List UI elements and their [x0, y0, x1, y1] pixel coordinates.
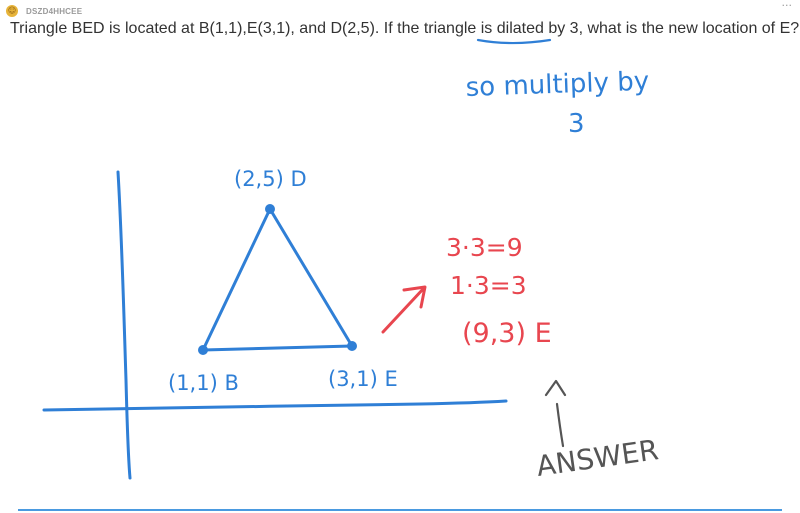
red-arrow-shaft: [383, 288, 424, 332]
vertex-b-point: [198, 345, 208, 355]
answer-label: ANSWER: [534, 433, 661, 483]
label-vertex-b: (1,1) B: [168, 371, 239, 395]
note-line-1: so multiply by: [465, 66, 650, 103]
underline-stroke: [478, 40, 550, 43]
username[interactable]: DSZD4HHCEE: [26, 6, 83, 16]
vertex-d-point: [265, 204, 275, 214]
triangle-side-bd: [203, 209, 270, 350]
calc-line-2: 1·3=3: [450, 271, 527, 300]
note-line-2: 3: [568, 109, 585, 139]
calc-line-1: 3·3=9: [446, 233, 523, 262]
y-axis-stroke: [118, 172, 130, 478]
calc-line-3: (9,3) E: [462, 318, 552, 349]
gray-arrow-head: [546, 381, 565, 395]
label-vertex-d: (2,5) D: [234, 167, 307, 191]
label-vertex-e: (3,1) E: [328, 367, 398, 391]
user-avatar-icon[interactable]: ☺: [7, 6, 17, 15]
vertex-e-point: [347, 341, 357, 351]
x-axis-stroke: [44, 401, 506, 410]
triangle-side-be: [203, 346, 352, 350]
bottom-divider: [18, 509, 782, 511]
more-options-icon[interactable]: ···: [781, 0, 792, 12]
triangle-side-de: [270, 209, 352, 346]
gray-arrow-shaft: [557, 404, 563, 446]
question-text: Triangle BED is located at B(1,1),E(3,1), and D(2,5). If the triangle is dilated by 3, what is the new location of E?: [10, 20, 800, 37]
